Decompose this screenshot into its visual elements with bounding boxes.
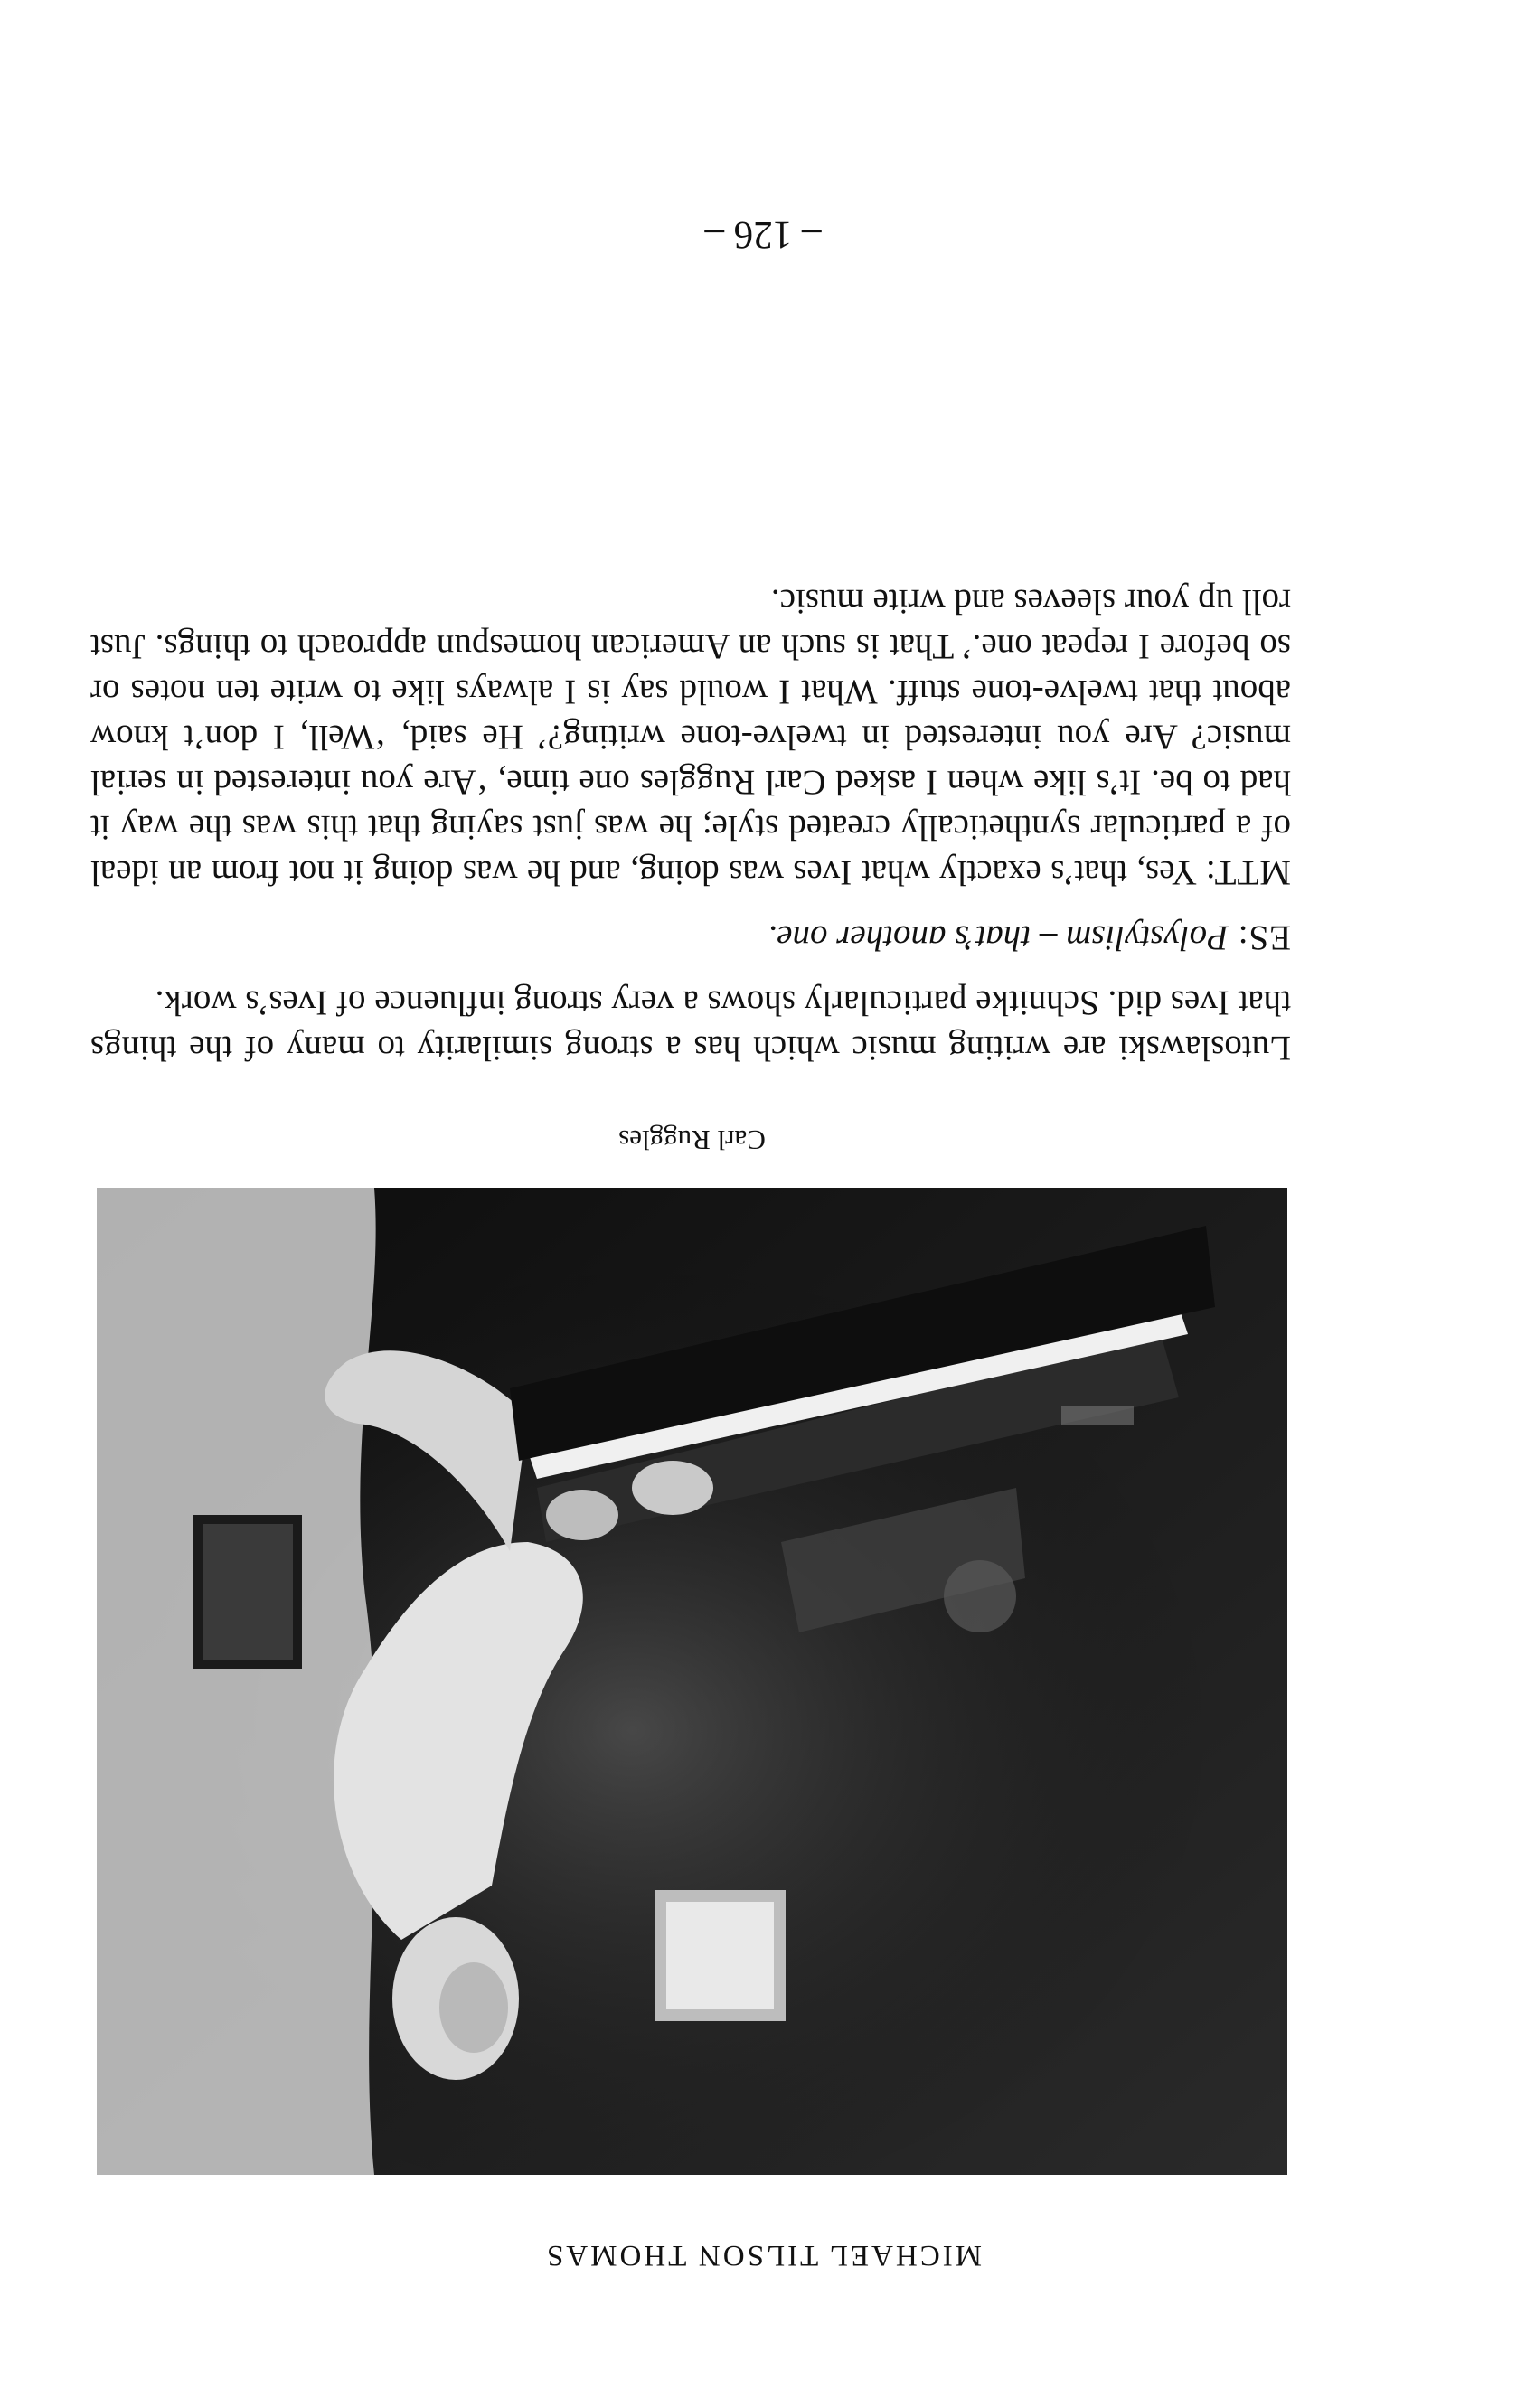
photograph-carl-ruggles — [97, 1188, 1287, 2175]
paragraph-lutoslawski: Lutoslawski are writing music which has a strong similarity to many of the things that Ives did. Schnitke particularly shows a very strong influence of Ives’s work. — [90, 983, 1291, 1068]
paragraph-mtt — [90, 578, 1291, 895]
speaker-es: ES: — [1237, 918, 1291, 957]
page-number: – 126 – — [704, 213, 822, 256]
es-remark: Polystylism – that’s another one. — [768, 918, 1229, 957]
photo-caption: Carl Ruggles — [618, 1124, 766, 1156]
speaker-mtt: MTT: — [1204, 853, 1291, 892]
body-text — [90, 559, 1291, 1070]
running-head: MICHAEL TILSON THOMAS — [543, 2239, 983, 2272]
mtt-remark: Yes, that’s exactly what Ives was doing, and he was doing it not from an ideal of a particular synthetically created style; he was just saying that this was the way it had to be. It’s like when I asked Carl Ruggles one time, ‘Are you interested in serial music? Are you interested in twelve-tone writing?’ He said, ‘Well, I don’t know about that twelve-tone stuff. What I would say is I always like to write ten notes or so before I repeat one.’ That is such an American homespun approach to things. Just roll up your sleeves and write music. — [90, 582, 1291, 892]
paragraph-es — [90, 915, 1291, 960]
photo-image — [97, 1188, 1287, 2175]
